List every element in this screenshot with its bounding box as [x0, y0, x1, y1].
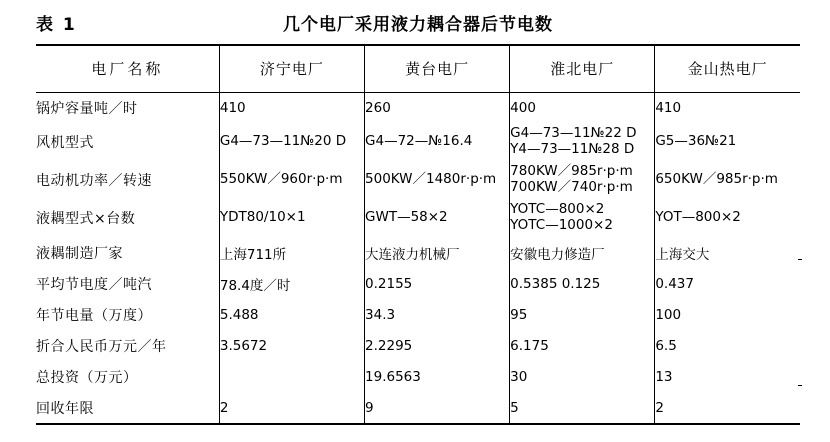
cell-value: 410	[655, 92, 800, 123]
cell-value	[219, 123, 364, 161]
table-row	[36, 199, 800, 237]
table-caption	[36, 0, 800, 44]
cell-value: 78.4度／时	[219, 268, 364, 299]
cell-value: 0.5385 0.125	[510, 268, 655, 299]
cell-value: 95	[510, 299, 655, 330]
row-header: 平均节电度／吨汽	[36, 276, 152, 293]
cell-value: 0.437	[655, 268, 800, 299]
cell-value	[655, 199, 800, 237]
cell-line: YDT80/10×1	[219, 209, 306, 226]
row-header: 液耦型式×台数	[36, 211, 136, 227]
cell-value: 2	[219, 392, 364, 423]
table-title: 几个电厂采用液力耦合器后节电数	[283, 14, 553, 35]
cell-value	[365, 199, 510, 237]
cell-value: 13	[655, 361, 800, 392]
table-row	[36, 92, 800, 123]
cell-value: 6.5	[655, 330, 800, 361]
cell-value: 19.6563	[365, 361, 510, 392]
row-header: 折合人民币万元／年	[36, 338, 167, 355]
power-plant-savings-table	[36, 46, 800, 423]
table-row	[36, 237, 800, 268]
cell-value: 安徽电力修造厂	[510, 237, 655, 268]
table-row	[36, 392, 800, 423]
row-header: 总投资（万元）	[36, 369, 138, 386]
cell-value	[219, 361, 364, 392]
cell-value	[510, 161, 655, 199]
table-head	[36, 46, 800, 92]
cell-value: 6.175	[510, 330, 655, 361]
cell-value: 260	[365, 92, 510, 123]
table-container	[36, 44, 800, 425]
cell-value	[655, 123, 800, 161]
table-row	[36, 268, 800, 299]
row-header: 电动机功率／转速	[36, 173, 152, 189]
cell-value: 0.2155	[365, 268, 510, 299]
cell-value: 34.3	[365, 299, 510, 330]
column-header-jinshan: 金山热电厂	[655, 46, 800, 92]
cell-value	[365, 123, 510, 161]
row-header: 年节电量（万度）	[36, 307, 152, 324]
row-header: 回收年限	[36, 400, 94, 417]
cell-line: YOTC—1000×2	[510, 217, 613, 233]
column-header-huaibei: 淮北电厂	[510, 46, 655, 92]
cell-line: YOT—800×2	[655, 209, 741, 226]
cell-line: G4—72—№16.4	[365, 133, 473, 150]
cell-value: 2.2295	[365, 330, 510, 361]
cell-value	[510, 123, 655, 161]
cell-value: 2	[655, 392, 800, 423]
cell-value: 5.488	[219, 299, 364, 330]
row-header: 液耦制造厂家	[36, 245, 123, 262]
column-header-jining: 济宁电厂	[219, 46, 364, 92]
cell-value	[510, 199, 655, 237]
cell-value	[219, 199, 364, 237]
table-row	[36, 161, 800, 199]
cell-line: 780KW／985r·p·m	[510, 163, 633, 180]
cell-line: G4—73—11№20 D	[219, 133, 347, 150]
cell-line: 650KW／985r·p·m	[655, 171, 778, 188]
cell-value	[365, 161, 510, 199]
cell-value: 3.5672	[219, 330, 364, 361]
table-row	[36, 123, 800, 161]
row-header: 锅炉容量吨／时	[36, 100, 138, 117]
scan-edge-mark	[798, 385, 802, 386]
cell-line: 500KW／1480r·p·m	[365, 171, 497, 188]
cell-line: G4—73—11№22 D	[510, 125, 637, 142]
cell-value	[655, 161, 800, 199]
table-row	[36, 299, 800, 330]
cell-line: Y4—73—11№28 D	[510, 141, 635, 157]
cell-line: GWT—58×2	[365, 209, 448, 226]
cell-value: 9	[365, 392, 510, 423]
cell-line: YOTC—800×2	[510, 201, 605, 218]
table-row	[36, 361, 800, 392]
cell-line: 550KW／960r·p·m	[219, 171, 343, 188]
table-row	[36, 330, 800, 361]
table-body	[36, 92, 800, 423]
cell-value: 410	[219, 92, 364, 123]
cell-value: 5	[510, 392, 655, 423]
scan-edge-mark	[798, 259, 802, 260]
cell-value: 上海711所	[219, 237, 364, 268]
table-number-label: 表 1	[36, 14, 77, 35]
cell-value	[219, 161, 364, 199]
cell-line: 700KW／740r·p·m	[510, 179, 633, 195]
cell-value: 上海交大	[655, 237, 800, 268]
cell-value: 400	[510, 92, 655, 123]
header-row	[36, 46, 800, 92]
cell-value: 100	[655, 299, 800, 330]
row-header: 风机型式	[36, 135, 94, 151]
cell-line: G5—36№21	[655, 133, 737, 150]
cell-value: 30	[510, 361, 655, 392]
cell-value: 大连液力机械厂	[365, 237, 510, 268]
column-header-plant-name: 电厂名称	[36, 46, 219, 92]
column-header-huangtai: 黄台电厂	[365, 46, 510, 92]
